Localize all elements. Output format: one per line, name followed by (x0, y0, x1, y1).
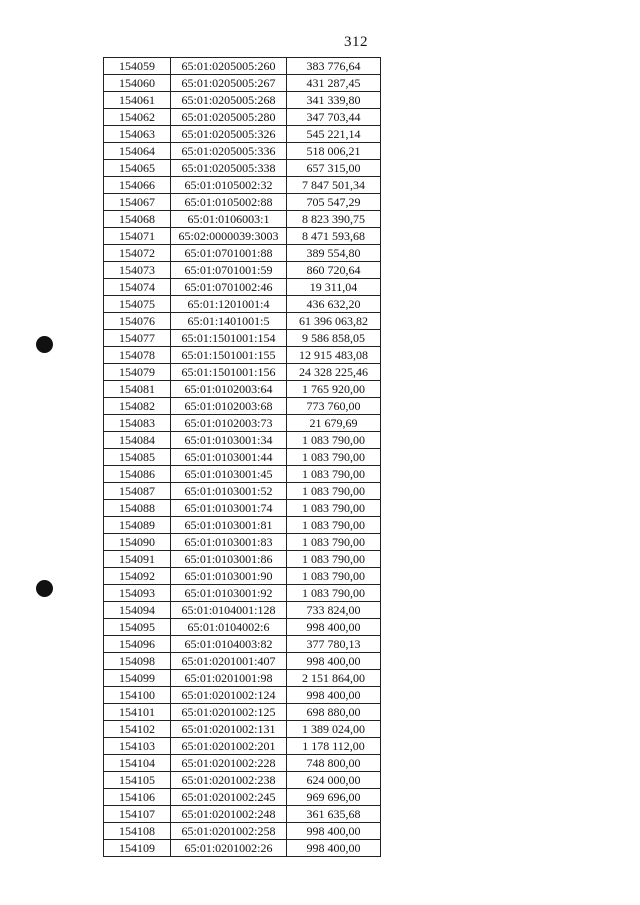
record-number-cell: 154083 (104, 415, 171, 432)
record-number-cell: 154073 (104, 262, 171, 279)
cadastral-number-cell: 65:01:0104002:6 (171, 619, 287, 636)
record-number-cell: 154064 (104, 143, 171, 160)
cadastral-number-cell: 65:01:0201002:258 (171, 823, 287, 840)
value-cell: 657 315,00 (287, 160, 381, 177)
table-row (104, 75, 381, 92)
table-row (104, 126, 381, 143)
cadastral-number-cell: 65:01:0102003:64 (171, 381, 287, 398)
table-row (104, 228, 381, 245)
cadastral-number-cell: 65:01:0201002:125 (171, 704, 287, 721)
value-cell: 1 083 790,00 (287, 585, 381, 602)
value-cell: 998 400,00 (287, 823, 381, 840)
record-number-cell: 154103 (104, 738, 171, 755)
table-row (104, 296, 381, 313)
value-cell: 389 554,80 (287, 245, 381, 262)
cadastral-number-cell: 65:01:0201002:248 (171, 806, 287, 823)
record-number-cell: 154095 (104, 619, 171, 636)
table-row (104, 534, 381, 551)
cadastral-number-cell: 65:01:0105002:88 (171, 194, 287, 211)
table-row (104, 687, 381, 704)
punch-hole-mark (36, 580, 53, 597)
record-number-cell: 154065 (104, 160, 171, 177)
table-row (104, 823, 381, 840)
cadastral-number-cell: 65:01:0103001:45 (171, 466, 287, 483)
record-number-cell: 154085 (104, 449, 171, 466)
cadastral-number-cell: 65:01:0103001:81 (171, 517, 287, 534)
value-cell: 341 339,80 (287, 92, 381, 109)
cadastral-number-cell: 65:01:0201002:124 (171, 687, 287, 704)
value-cell: 1 765 920,00 (287, 381, 381, 398)
table-row (104, 177, 381, 194)
value-cell: 698 880,00 (287, 704, 381, 721)
value-cell: 1 083 790,00 (287, 466, 381, 483)
cadastral-number-cell: 65:02:0000039:3003 (171, 228, 287, 245)
cadastral-number-cell: 65:01:0205005:267 (171, 75, 287, 92)
record-number-cell: 154090 (104, 534, 171, 551)
record-number-cell: 154077 (104, 330, 171, 347)
punch-hole-mark (36, 336, 53, 353)
cadastral-number-cell: 65:01:0205005:260 (171, 58, 287, 75)
record-number-cell: 154094 (104, 602, 171, 619)
record-number-cell: 154109 (104, 840, 171, 857)
value-cell: 2 151 864,00 (287, 670, 381, 687)
cadastral-number-cell: 65:01:0205005:280 (171, 109, 287, 126)
value-cell: 436 632,20 (287, 296, 381, 313)
value-cell: 1 083 790,00 (287, 449, 381, 466)
cadastral-number-cell: 65:01:0103001:52 (171, 483, 287, 500)
cadastral-number-cell: 65:01:0701001:88 (171, 245, 287, 262)
record-number-cell: 154079 (104, 364, 171, 381)
table-row (104, 330, 381, 347)
value-cell: 1 083 790,00 (287, 500, 381, 517)
table-row (104, 636, 381, 653)
value-cell: 12 915 483,08 (287, 347, 381, 364)
record-number-cell: 154106 (104, 789, 171, 806)
value-cell: 377 780,13 (287, 636, 381, 653)
value-cell: 1 389 024,00 (287, 721, 381, 738)
table-row (104, 789, 381, 806)
value-cell: 518 006,21 (287, 143, 381, 160)
value-cell: 998 400,00 (287, 687, 381, 704)
table-row (104, 568, 381, 585)
cadastral-number-cell: 65:01:0102003:73 (171, 415, 287, 432)
value-cell: 705 547,29 (287, 194, 381, 211)
record-number-cell: 154075 (104, 296, 171, 313)
registry-table (103, 57, 381, 857)
cadastral-number-cell: 65:01:0201002:201 (171, 738, 287, 755)
cadastral-number-cell: 65:01:0205005:268 (171, 92, 287, 109)
cadastral-number-cell: 65:01:0103001:83 (171, 534, 287, 551)
table-row (104, 517, 381, 534)
value-cell: 733 824,00 (287, 602, 381, 619)
value-cell: 998 400,00 (287, 653, 381, 670)
registry-table-body (104, 58, 381, 857)
cadastral-number-cell: 65:01:0103001:34 (171, 432, 287, 449)
table-row (104, 194, 381, 211)
cadastral-number-cell: 65:01:1201001:4 (171, 296, 287, 313)
cadastral-number-cell: 65:01:1501001:155 (171, 347, 287, 364)
value-cell: 545 221,14 (287, 126, 381, 143)
cadastral-number-cell: 65:01:0201002:131 (171, 721, 287, 738)
table-row (104, 721, 381, 738)
table-row (104, 398, 381, 415)
table-row (104, 602, 381, 619)
table-row (104, 738, 381, 755)
cadastral-number-cell: 65:01:0205005:326 (171, 126, 287, 143)
table-row (104, 262, 381, 279)
cadastral-number-cell: 65:01:0106003:1 (171, 211, 287, 228)
record-number-cell: 154096 (104, 636, 171, 653)
table-row (104, 313, 381, 330)
value-cell: 9 586 858,05 (287, 330, 381, 347)
value-cell: 998 400,00 (287, 619, 381, 636)
table-row (104, 704, 381, 721)
cadastral-number-cell: 65:01:0201001:98 (171, 670, 287, 687)
table-row (104, 109, 381, 126)
value-cell: 24 328 225,46 (287, 364, 381, 381)
record-number-cell: 154081 (104, 381, 171, 398)
record-number-cell: 154102 (104, 721, 171, 738)
value-cell: 347 703,44 (287, 109, 381, 126)
value-cell: 1 083 790,00 (287, 432, 381, 449)
table-row (104, 653, 381, 670)
value-cell: 1 083 790,00 (287, 534, 381, 551)
cadastral-number-cell: 65:01:0105002:32 (171, 177, 287, 194)
value-cell: 8 471 593,68 (287, 228, 381, 245)
record-number-cell: 154099 (104, 670, 171, 687)
record-number-cell: 154092 (104, 568, 171, 585)
record-number-cell: 154089 (104, 517, 171, 534)
record-number-cell: 154072 (104, 245, 171, 262)
cadastral-number-cell: 65:01:0103001:90 (171, 568, 287, 585)
value-cell: 860 720,64 (287, 262, 381, 279)
record-number-cell: 154062 (104, 109, 171, 126)
record-number-cell: 154088 (104, 500, 171, 517)
value-cell: 1 178 112,00 (287, 738, 381, 755)
record-number-cell: 154100 (104, 687, 171, 704)
table-row (104, 755, 381, 772)
record-number-cell: 154066 (104, 177, 171, 194)
page-number: 312 (344, 34, 368, 50)
cadastral-number-cell: 65:01:1501001:154 (171, 330, 287, 347)
table-row (104, 347, 381, 364)
record-number-cell: 154063 (104, 126, 171, 143)
cadastral-number-cell: 65:01:0201002:228 (171, 755, 287, 772)
table-row (104, 211, 381, 228)
record-number-cell: 154084 (104, 432, 171, 449)
record-number-cell: 154061 (104, 92, 171, 109)
cadastral-number-cell: 65:01:0201002:238 (171, 772, 287, 789)
table-row (104, 160, 381, 177)
cadastral-number-cell: 65:01:0104003:82 (171, 636, 287, 653)
record-number-cell: 154067 (104, 194, 171, 211)
table-row (104, 92, 381, 109)
table-row (104, 619, 381, 636)
table-row (104, 143, 381, 160)
cadastral-number-cell: 65:01:0104001:128 (171, 602, 287, 619)
record-number-cell: 154074 (104, 279, 171, 296)
table-row (104, 772, 381, 789)
value-cell: 8 823 390,75 (287, 211, 381, 228)
table-row (104, 449, 381, 466)
table-row (104, 806, 381, 823)
value-cell: 61 396 063,82 (287, 313, 381, 330)
cadastral-number-cell: 65:01:0103001:44 (171, 449, 287, 466)
record-number-cell: 154086 (104, 466, 171, 483)
record-number-cell: 154093 (104, 585, 171, 602)
value-cell: 624 000,00 (287, 772, 381, 789)
cadastral-number-cell: 65:01:0102003:68 (171, 398, 287, 415)
cadastral-number-cell: 65:01:1401001:5 (171, 313, 287, 330)
record-number-cell: 154091 (104, 551, 171, 568)
value-cell: 773 760,00 (287, 398, 381, 415)
table-row (104, 466, 381, 483)
record-number-cell: 154068 (104, 211, 171, 228)
table-row (104, 364, 381, 381)
cadastral-number-cell: 65:01:0103001:86 (171, 551, 287, 568)
record-number-cell: 154078 (104, 347, 171, 364)
record-number-cell: 154107 (104, 806, 171, 823)
table-row (104, 585, 381, 602)
record-number-cell: 154104 (104, 755, 171, 772)
cadastral-number-cell: 65:01:0701001:59 (171, 262, 287, 279)
record-number-cell: 154098 (104, 653, 171, 670)
value-cell: 1 083 790,00 (287, 568, 381, 585)
table-row (104, 432, 381, 449)
value-cell: 1 083 790,00 (287, 517, 381, 534)
record-number-cell: 154105 (104, 772, 171, 789)
value-cell: 21 679,69 (287, 415, 381, 432)
value-cell: 1 083 790,00 (287, 483, 381, 500)
cadastral-number-cell: 65:01:0103001:92 (171, 585, 287, 602)
value-cell: 998 400,00 (287, 840, 381, 857)
record-number-cell: 154060 (104, 75, 171, 92)
table-row (104, 840, 381, 857)
cadastral-number-cell: 65:01:0201002:245 (171, 789, 287, 806)
table-row (104, 415, 381, 432)
cadastral-number-cell: 65:01:0205005:338 (171, 160, 287, 177)
record-number-cell: 154108 (104, 823, 171, 840)
record-number-cell: 154071 (104, 228, 171, 245)
cadastral-number-cell: 65:01:1501001:156 (171, 364, 287, 381)
record-number-cell: 154101 (104, 704, 171, 721)
table-row (104, 500, 381, 517)
value-cell: 19 311,04 (287, 279, 381, 296)
cadastral-number-cell: 65:01:0103001:74 (171, 500, 287, 517)
table-row (104, 279, 381, 296)
cadastral-number-cell: 65:01:0201002:26 (171, 840, 287, 857)
table-row (104, 551, 381, 568)
cadastral-number-cell: 65:01:0205005:336 (171, 143, 287, 160)
value-cell: 361 635,68 (287, 806, 381, 823)
value-cell: 7 847 501,34 (287, 177, 381, 194)
cadastral-number-cell: 65:01:0701002:46 (171, 279, 287, 296)
cadastral-number-cell: 65:01:0201001:407 (171, 653, 287, 670)
value-cell: 969 696,00 (287, 789, 381, 806)
table-row (104, 381, 381, 398)
record-number-cell: 154076 (104, 313, 171, 330)
value-cell: 1 083 790,00 (287, 551, 381, 568)
value-cell: 748 800,00 (287, 755, 381, 772)
record-number-cell: 154087 (104, 483, 171, 500)
value-cell: 431 287,45 (287, 75, 381, 92)
table-row (104, 670, 381, 687)
record-number-cell: 154059 (104, 58, 171, 75)
table-row (104, 483, 381, 500)
registry-table-container (103, 57, 381, 857)
value-cell: 383 776,64 (287, 58, 381, 75)
table-row (104, 58, 381, 75)
record-number-cell: 154082 (104, 398, 171, 415)
table-row (104, 245, 381, 262)
